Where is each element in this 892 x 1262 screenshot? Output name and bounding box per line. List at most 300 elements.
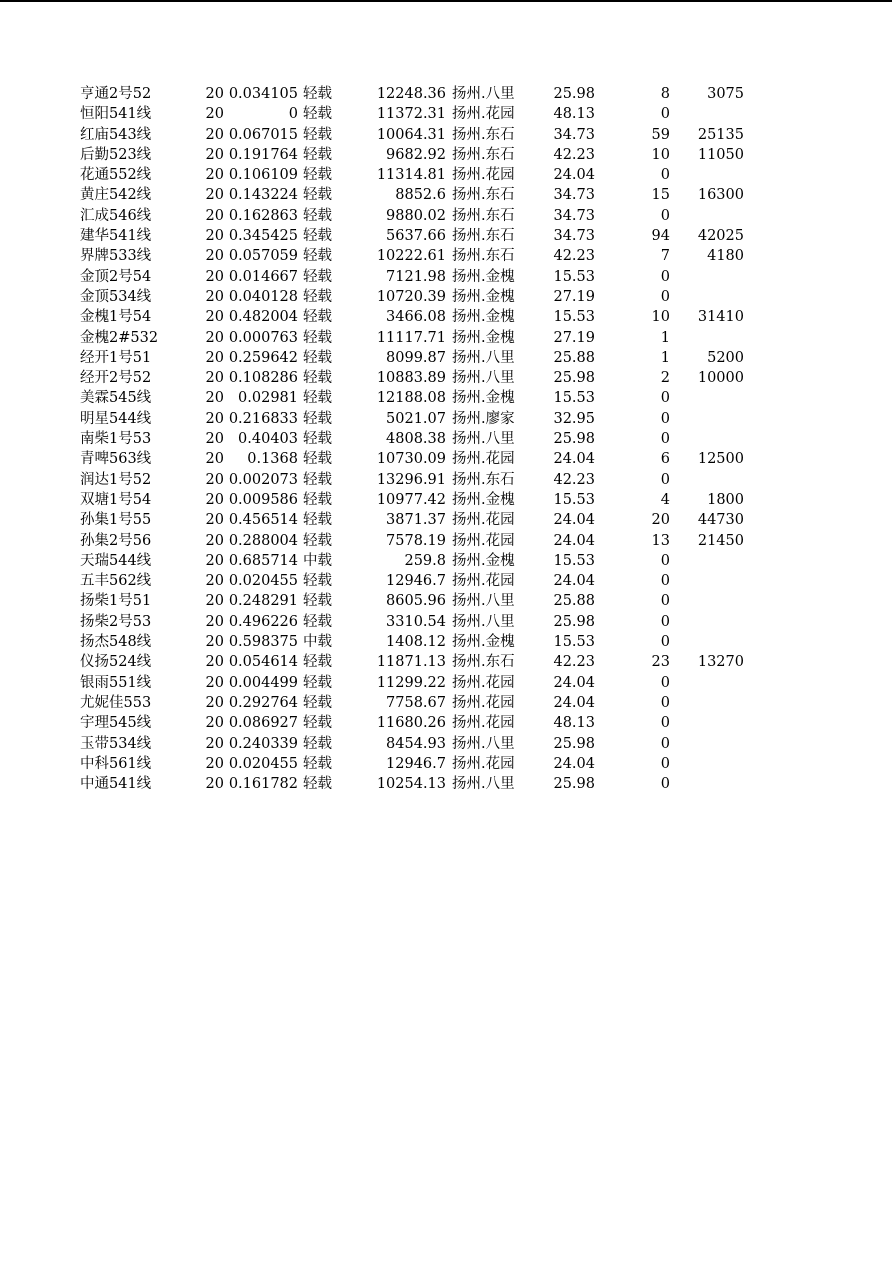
table-row	[0, 226, 892, 246]
line-length-cell: 24.04	[553, 451, 595, 468]
installed-capacity-cell: 31410	[697, 309, 744, 326]
substation-cell: 扬州.八里	[452, 86, 515, 102]
user-count-cell: 0	[660, 573, 670, 590]
load-rate-cell: 0.034105	[228, 86, 298, 102]
table-row	[0, 145, 892, 165]
user-count-cell: 20	[651, 512, 670, 529]
substation-cell: 扬州.花园	[452, 532, 515, 549]
installed-capacity-cell	[676, 409, 744, 429]
feeder-name-cell: 经开2号52	[80, 370, 152, 387]
table-row	[0, 571, 892, 591]
available-capacity-cell: 11372.31	[376, 106, 446, 123]
line-length-cell: 24.04	[553, 674, 595, 691]
table-row	[0, 754, 892, 774]
available-capacity-cell: 12248.36	[376, 86, 446, 102]
table-row	[0, 409, 892, 429]
table-row	[0, 531, 892, 551]
user-count-cell: 0	[660, 593, 670, 610]
load-rate-cell: 0.345425	[228, 228, 298, 245]
user-count-cell: 0	[660, 431, 670, 448]
feeder-name-cell: 金顶534线	[80, 288, 152, 305]
user-count-cell: 4	[660, 491, 670, 508]
load-status-cell: 轻载	[303, 167, 332, 184]
substation-cell: 扬州.八里	[452, 370, 515, 387]
available-capacity-cell: 3310.54	[386, 613, 446, 630]
voltage-cell: 20	[205, 491, 224, 508]
substation-cell: 扬州.廖家	[452, 410, 515, 427]
substation-cell: 扬州.金槐	[452, 390, 515, 407]
available-capacity-cell: 8605.96	[386, 593, 446, 610]
voltage-cell: 20	[205, 167, 224, 184]
feeder-name-cell: 仪扬524线	[80, 654, 152, 671]
feeder-name-cell: 天瑞544线	[80, 552, 152, 569]
available-capacity-cell: 10720.39	[376, 288, 446, 305]
substation-cell: 扬州.八里	[452, 735, 515, 752]
table-row	[0, 673, 892, 693]
table-row	[0, 104, 892, 124]
load-status-cell: 轻载	[303, 573, 332, 590]
available-capacity-cell: 11871.13	[376, 654, 446, 671]
load-rate-cell: 0.162863	[228, 207, 298, 224]
load-rate-cell: 0.002073	[228, 471, 298, 488]
user-count-cell: 0	[660, 552, 670, 569]
line-length-cell: 25.88	[553, 593, 595, 610]
substation-cell: 扬州.花园	[452, 694, 515, 711]
table-row	[0, 246, 892, 266]
table-row	[0, 84, 892, 104]
user-count-cell: 59	[651, 126, 670, 143]
user-count-cell: 0	[660, 410, 670, 427]
installed-capacity-cell	[676, 551, 744, 571]
feeder-name-cell: 明星544线	[80, 410, 152, 427]
load-rate-cell: 0.288004	[228, 532, 298, 549]
line-length-cell: 15.53	[553, 552, 595, 569]
load-status-cell: 轻载	[303, 146, 332, 163]
load-status-cell: 中载	[303, 634, 332, 651]
installed-capacity-cell	[676, 287, 744, 307]
substation-cell: 扬州.八里	[452, 593, 515, 610]
load-status-cell: 轻载	[303, 776, 332, 793]
feeder-name-cell: 尤妮佳553	[80, 694, 152, 711]
installed-capacity-cell: 11050	[697, 146, 744, 163]
line-length-cell: 27.19	[553, 288, 595, 305]
load-rate-cell: 0.496226	[228, 613, 298, 630]
user-count-cell: 8	[660, 86, 670, 102]
load-rate-cell: 0.020455	[228, 755, 298, 772]
load-status-cell: 轻载	[303, 532, 332, 549]
user-count-cell: 0	[660, 674, 670, 691]
installed-capacity-cell: 13270	[697, 654, 744, 671]
user-count-cell: 0	[660, 167, 670, 184]
voltage-cell: 20	[205, 86, 224, 102]
substation-cell: 扬州.花园	[452, 674, 515, 691]
line-length-cell: 42.23	[553, 471, 595, 488]
available-capacity-cell: 11680.26	[376, 715, 446, 732]
load-status-cell: 轻载	[303, 106, 332, 123]
available-capacity-cell: 12946.7	[386, 573, 446, 590]
line-length-cell: 42.23	[553, 146, 595, 163]
load-rate-cell: 0.685714	[228, 552, 298, 569]
table-row	[0, 470, 892, 490]
installed-capacity-cell	[676, 754, 744, 774]
feeder-name-cell: 美霖545线	[80, 390, 152, 407]
voltage-cell: 20	[205, 613, 224, 630]
voltage-cell: 20	[205, 146, 224, 163]
available-capacity-cell: 12946.7	[386, 755, 446, 772]
substation-cell: 扬州.东石	[452, 207, 515, 224]
table-row	[0, 125, 892, 145]
substation-cell: 扬州.八里	[452, 349, 515, 366]
voltage-cell: 20	[205, 370, 224, 387]
substation-cell: 扬州.金槐	[452, 288, 515, 305]
load-rate-cell: 0.216833	[228, 410, 298, 427]
load-status-cell: 中载	[303, 552, 332, 569]
installed-capacity-cell: 10000	[697, 370, 744, 387]
voltage-cell: 20	[205, 431, 224, 448]
available-capacity-cell: 11299.22	[376, 674, 446, 691]
feeder-name-cell: 孙集2号56	[80, 532, 152, 549]
line-length-cell: 25.98	[553, 735, 595, 752]
line-length-cell: 15.53	[553, 491, 595, 508]
load-status-cell: 轻载	[303, 86, 332, 102]
voltage-cell: 20	[205, 532, 224, 549]
load-rate-cell: 0.067015	[228, 126, 298, 143]
load-rate-cell: 0	[288, 106, 298, 123]
available-capacity-cell: 3466.08	[386, 309, 446, 326]
installed-capacity-cell	[676, 612, 744, 632]
voltage-cell: 20	[205, 288, 224, 305]
line-length-cell: 25.98	[553, 776, 595, 793]
available-capacity-cell: 7758.67	[386, 694, 446, 711]
load-status-cell: 轻载	[303, 268, 332, 285]
voltage-cell: 20	[205, 755, 224, 772]
user-count-cell: 0	[660, 390, 670, 407]
feeder-name-cell: 中通541线	[80, 776, 152, 793]
user-count-cell: 0	[660, 471, 670, 488]
load-rate-cell: 0.598375	[228, 634, 298, 651]
feeder-name-cell: 金槐1号54	[80, 309, 152, 326]
installed-capacity-cell: 5200	[707, 349, 744, 366]
load-status-cell: 轻载	[303, 390, 332, 407]
load-status-cell: 轻载	[303, 715, 332, 732]
line-length-cell: 24.04	[553, 694, 595, 711]
table-row	[0, 774, 892, 794]
load-rate-cell: 0.02981	[238, 390, 298, 407]
load-rate-cell: 0.020455	[228, 573, 298, 590]
installed-capacity-cell	[676, 104, 744, 124]
substation-cell: 扬州.花园	[452, 573, 515, 590]
substation-cell: 扬州.金槐	[452, 491, 515, 508]
table-row	[0, 267, 892, 287]
available-capacity-cell: 259.8	[404, 552, 446, 569]
table-row	[0, 388, 892, 408]
feeder-name-cell: 扬柴1号51	[80, 593, 152, 610]
table-row	[0, 328, 892, 348]
line-length-cell: 34.73	[553, 207, 595, 224]
user-count-cell: 0	[660, 207, 670, 224]
user-count-cell: 0	[660, 755, 670, 772]
installed-capacity-cell	[676, 571, 744, 591]
load-rate-cell: 0.1368	[247, 451, 298, 468]
installed-capacity-cell: 42025	[697, 228, 744, 245]
load-rate-cell: 0.000763	[228, 329, 298, 346]
user-count-cell: 1	[660, 349, 670, 366]
user-count-cell: 10	[651, 309, 670, 326]
table-row	[0, 551, 892, 571]
substation-cell: 扬州.金槐	[452, 634, 515, 651]
feeder-name-cell: 汇成546线	[80, 207, 152, 224]
user-count-cell: 0	[660, 735, 670, 752]
feeder-name-cell: 扬杰548线	[80, 634, 152, 651]
line-length-cell: 15.53	[553, 309, 595, 326]
substation-cell: 扬州.东石	[452, 126, 515, 143]
available-capacity-cell: 7578.19	[386, 532, 446, 549]
load-status-cell: 轻载	[303, 512, 332, 529]
feeder-name-cell: 花通552线	[80, 167, 152, 184]
feeder-name-cell: 恒阳541线	[80, 106, 152, 123]
substation-cell: 扬州.花园	[452, 167, 515, 184]
substation-cell: 扬州.金槐	[452, 268, 515, 285]
installed-capacity-cell	[676, 470, 744, 490]
line-length-cell: 25.98	[553, 86, 595, 102]
installed-capacity-cell: 3075	[707, 86, 744, 102]
installed-capacity-cell: 16300	[697, 187, 744, 204]
top-border-line	[0, 0, 892, 2]
voltage-cell: 20	[205, 268, 224, 285]
load-status-cell: 轻载	[303, 471, 332, 488]
line-length-cell: 24.04	[553, 512, 595, 529]
line-length-cell: 24.04	[553, 755, 595, 772]
table-row	[0, 307, 892, 327]
table-row	[0, 429, 892, 449]
load-status-cell: 轻载	[303, 674, 332, 691]
substation-cell: 扬州.东石	[452, 187, 515, 204]
user-count-cell: 0	[660, 715, 670, 732]
line-length-cell: 15.53	[553, 390, 595, 407]
available-capacity-cell: 13296.91	[376, 471, 446, 488]
feeder-name-cell: 南柴1号53	[80, 431, 152, 448]
line-length-cell: 24.04	[553, 167, 595, 184]
voltage-cell: 20	[205, 654, 224, 671]
load-status-cell: 轻载	[303, 735, 332, 752]
feeder-name-cell: 金顶2号54	[80, 268, 152, 285]
installed-capacity-cell: 12500	[697, 451, 744, 468]
installed-capacity-cell	[676, 388, 744, 408]
table-row	[0, 734, 892, 754]
voltage-cell: 20	[205, 106, 224, 123]
installed-capacity-cell	[676, 673, 744, 693]
substation-cell: 扬州.花园	[452, 755, 515, 772]
user-count-cell: 94	[651, 228, 670, 245]
feeder-name-cell: 金槐2#532	[80, 329, 159, 346]
feeder-name-cell: 宇理545线	[80, 715, 152, 732]
available-capacity-cell: 10222.61	[376, 248, 446, 265]
table-row	[0, 348, 892, 368]
voltage-cell: 20	[205, 776, 224, 793]
voltage-cell: 20	[205, 309, 224, 326]
substation-cell: 扬州.东石	[452, 228, 515, 245]
feeder-name-cell: 五丰562线	[80, 573, 152, 590]
user-count-cell: 2	[660, 370, 670, 387]
load-rate-cell: 0.009586	[228, 491, 298, 508]
available-capacity-cell: 8852.6	[395, 187, 446, 204]
voltage-cell: 20	[205, 451, 224, 468]
table-row	[0, 632, 892, 652]
installed-capacity-cell	[676, 713, 744, 733]
voltage-cell: 20	[205, 329, 224, 346]
feeder-name-cell: 青啤563线	[80, 451, 152, 468]
voltage-cell: 20	[205, 552, 224, 569]
available-capacity-cell: 11314.81	[376, 167, 446, 184]
available-capacity-cell: 5021.07	[386, 410, 446, 427]
load-rate-cell: 0.248291	[228, 593, 298, 610]
user-count-cell: 6	[660, 451, 670, 468]
user-count-cell: 10	[651, 146, 670, 163]
substation-cell: 扬州.花园	[452, 512, 515, 529]
feeder-data-table	[0, 84, 892, 794]
load-rate-cell: 0.482004	[228, 309, 298, 326]
installed-capacity-cell	[676, 591, 744, 611]
load-rate-cell: 0.057059	[228, 248, 298, 265]
substation-cell: 扬州.花园	[452, 106, 515, 123]
substation-cell: 扬州.金槐	[452, 309, 515, 326]
available-capacity-cell: 10730.09	[376, 451, 446, 468]
table-row	[0, 490, 892, 510]
table-row	[0, 510, 892, 530]
available-capacity-cell: 11117.71	[376, 329, 446, 346]
line-length-cell: 24.04	[553, 573, 595, 590]
installed-capacity-cell	[676, 774, 744, 794]
available-capacity-cell: 10064.31	[376, 126, 446, 143]
load-rate-cell: 0.086927	[228, 715, 298, 732]
voltage-cell: 20	[205, 512, 224, 529]
user-count-cell: 0	[660, 694, 670, 711]
load-rate-cell: 0.054614	[228, 654, 298, 671]
installed-capacity-cell	[676, 267, 744, 287]
load-rate-cell: 0.259642	[228, 349, 298, 366]
installed-capacity-cell	[676, 429, 744, 449]
available-capacity-cell: 9682.92	[386, 146, 446, 163]
feeder-name-cell: 后勤523线	[80, 146, 152, 163]
voltage-cell: 20	[205, 207, 224, 224]
voltage-cell: 20	[205, 674, 224, 691]
table-row	[0, 591, 892, 611]
load-rate-cell: 0.292764	[228, 694, 298, 711]
available-capacity-cell: 1408.12	[386, 634, 446, 651]
available-capacity-cell: 8099.87	[386, 349, 446, 366]
installed-capacity-cell: 21450	[697, 532, 744, 549]
feeder-name-cell: 扬柴2号53	[80, 613, 152, 630]
substation-cell: 扬州.东石	[452, 146, 515, 163]
load-status-cell: 轻载	[303, 654, 332, 671]
voltage-cell: 20	[205, 187, 224, 204]
feeder-name-cell: 建华541线	[80, 228, 152, 245]
feeder-name-cell: 亨通2号52	[80, 86, 152, 102]
voltage-cell: 20	[205, 634, 224, 651]
installed-capacity-cell: 1800	[707, 491, 744, 508]
table-row	[0, 206, 892, 226]
substation-cell: 扬州.八里	[452, 613, 515, 630]
user-count-cell: 0	[660, 776, 670, 793]
line-length-cell: 34.73	[553, 187, 595, 204]
load-status-cell: 轻载	[303, 288, 332, 305]
available-capacity-cell: 7121.98	[386, 268, 446, 285]
line-length-cell: 25.98	[553, 613, 595, 630]
load-rate-cell: 0.004499	[228, 674, 298, 691]
available-capacity-cell: 12188.08	[376, 390, 446, 407]
feeder-name-cell: 润达1号52	[80, 471, 152, 488]
load-status-cell: 轻载	[303, 370, 332, 387]
load-status-cell: 轻载	[303, 410, 332, 427]
voltage-cell: 20	[205, 390, 224, 407]
user-count-cell: 0	[660, 106, 670, 123]
load-rate-cell: 0.40403	[238, 431, 298, 448]
feeder-name-cell: 黄庄542线	[80, 187, 152, 204]
available-capacity-cell: 10883.89	[376, 370, 446, 387]
installed-capacity-cell	[676, 693, 744, 713]
feeder-name-cell: 双塘1号54	[80, 491, 152, 508]
load-status-cell: 轻载	[303, 349, 332, 366]
table-row	[0, 449, 892, 469]
voltage-cell: 20	[205, 735, 224, 752]
voltage-cell: 20	[205, 228, 224, 245]
line-length-cell: 42.23	[553, 248, 595, 265]
load-status-cell: 轻载	[303, 207, 332, 224]
load-status-cell: 轻载	[303, 329, 332, 346]
installed-capacity-cell	[676, 206, 744, 226]
line-length-cell: 42.23	[553, 654, 595, 671]
voltage-cell: 20	[205, 593, 224, 610]
voltage-cell: 20	[205, 126, 224, 143]
load-status-cell: 轻载	[303, 431, 332, 448]
line-length-cell: 34.73	[553, 126, 595, 143]
installed-capacity-cell	[676, 632, 744, 652]
user-count-cell: 15	[651, 187, 670, 204]
load-rate-cell: 0.106109	[228, 167, 298, 184]
substation-cell: 扬州.八里	[452, 776, 515, 793]
substation-cell: 扬州.东石	[452, 248, 515, 265]
available-capacity-cell: 4808.38	[386, 431, 446, 448]
table-row	[0, 368, 892, 388]
load-status-cell: 轻载	[303, 309, 332, 326]
load-status-cell: 轻载	[303, 126, 332, 143]
user-count-cell: 0	[660, 268, 670, 285]
line-length-cell: 15.53	[553, 268, 595, 285]
user-count-cell: 0	[660, 634, 670, 651]
substation-cell: 扬州.东石	[452, 471, 515, 488]
line-length-cell: 27.19	[553, 329, 595, 346]
table-row	[0, 185, 892, 205]
substation-cell: 扬州.东石	[452, 654, 515, 671]
load-status-cell: 轻载	[303, 491, 332, 508]
installed-capacity-cell: 4180	[707, 248, 744, 265]
line-length-cell: 32.95	[553, 410, 595, 427]
substation-cell: 扬州.花园	[452, 451, 515, 468]
installed-capacity-cell	[676, 165, 744, 185]
installed-capacity-cell: 44730	[697, 512, 744, 529]
feeder-name-cell: 银雨551线	[80, 674, 152, 691]
voltage-cell: 20	[205, 471, 224, 488]
installed-capacity-cell: 25135	[697, 126, 744, 143]
voltage-cell: 20	[205, 248, 224, 265]
load-rate-cell: 0.143224	[228, 187, 298, 204]
substation-cell: 扬州.金槐	[452, 329, 515, 346]
load-rate-cell: 0.240339	[228, 735, 298, 752]
feeder-name-cell: 红庙543线	[80, 126, 152, 143]
user-count-cell: 0	[660, 288, 670, 305]
user-count-cell: 13	[651, 532, 670, 549]
load-rate-cell: 0.191764	[228, 146, 298, 163]
